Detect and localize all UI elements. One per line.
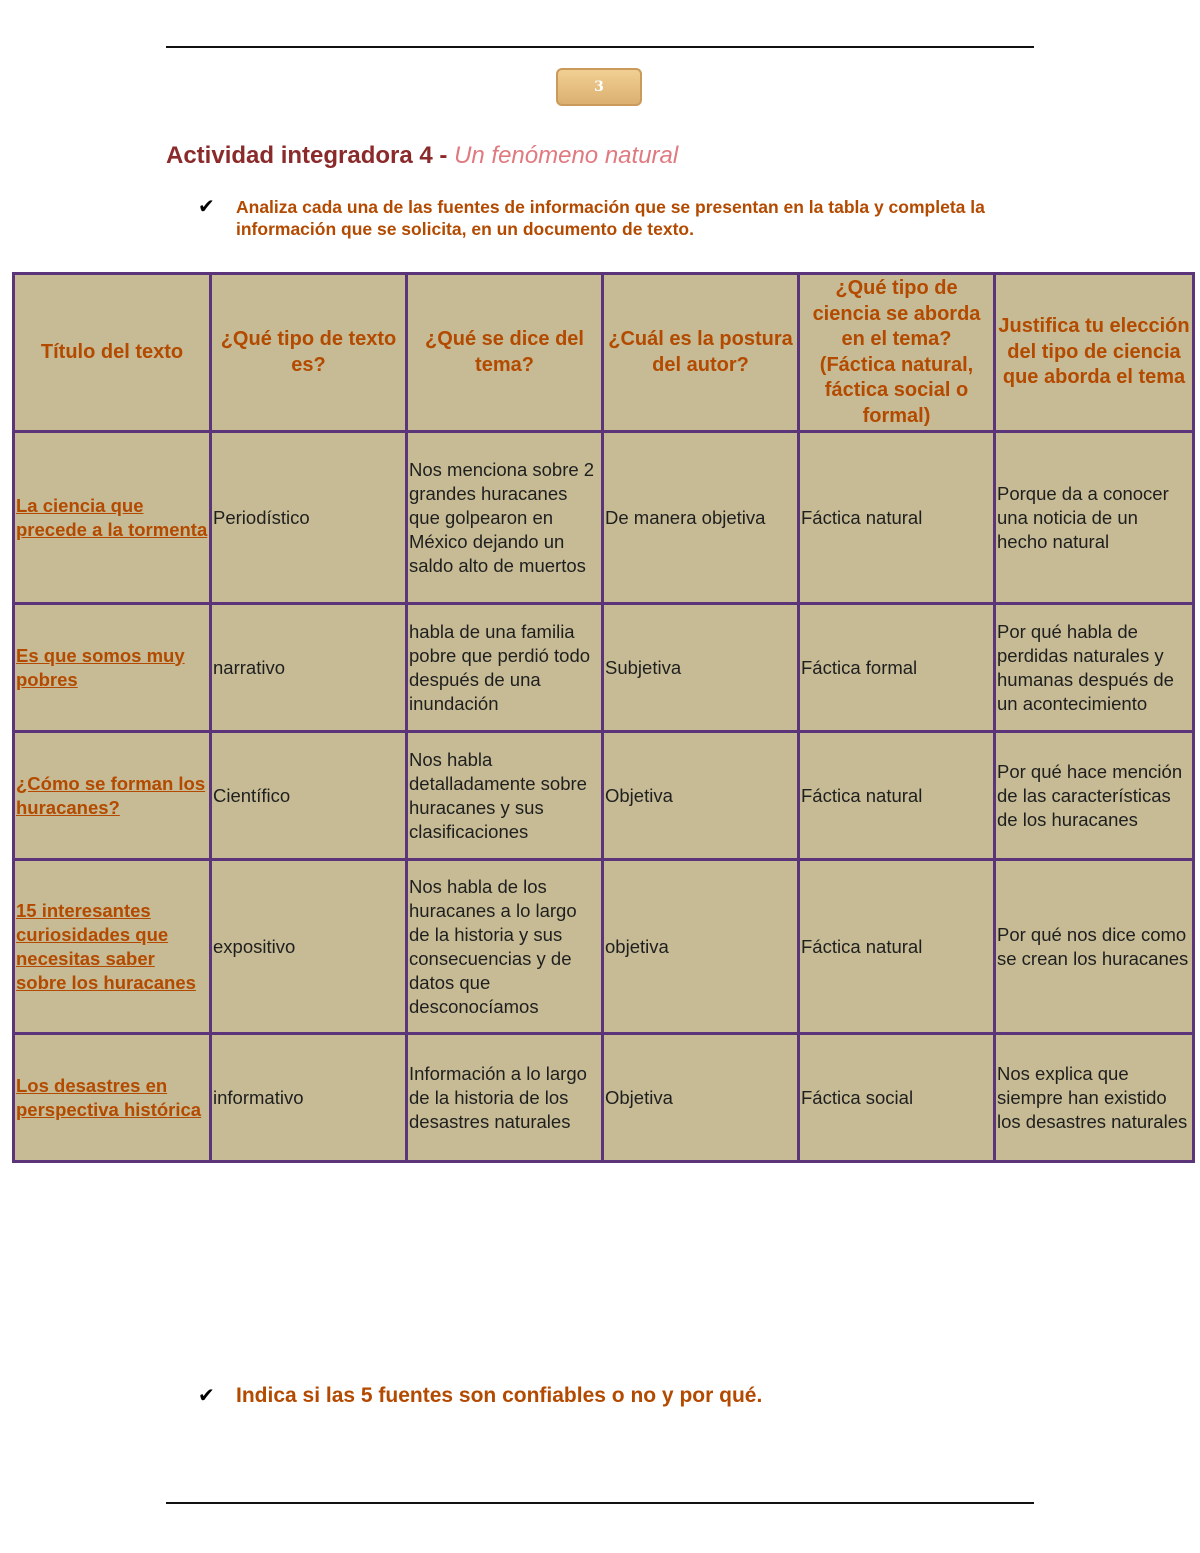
stance-cell: objetiva (603, 860, 799, 1034)
text-type-cell: narrativo (211, 604, 407, 732)
table-header-row (14, 274, 1194, 432)
table-row (14, 732, 1194, 860)
topic-cell: Nos habla de los huracanes a lo largo de la historia y sus consecuencias y de datos que desconocíamos (407, 860, 603, 1034)
title-main: Actividad integradora 4 (166, 142, 433, 169)
top-rule (166, 46, 1034, 48)
topic-cell: Nos habla detalladamente sobre huracanes y sus clasificaciones (407, 732, 603, 860)
instruction-text: Indica si las 5 fuentes son confiables o no y por qué. (236, 1384, 763, 1407)
table-row (14, 432, 1194, 604)
header-topic: ¿Qué se dice del tema? (407, 274, 603, 432)
text-type-cell: Periodístico (211, 432, 407, 604)
science-cell: Fáctica social (799, 1034, 995, 1162)
source-link[interactable]: Los desastres en perspectiva histórica (16, 1074, 202, 1120)
title-separator: - (432, 142, 455, 169)
stance-cell: De manera objetiva (603, 432, 799, 604)
source-title-cell (14, 860, 211, 1034)
table-row (14, 604, 1194, 732)
instruction-text: Analiza cada una de las fuentes de información que se presentan en la tabla y completa la información que se solicita, en un documento de texto. (236, 197, 985, 239)
header-title: Título del texto (14, 274, 211, 432)
instruction-reliability (198, 1382, 762, 1410)
header-text-type: ¿Qué tipo de texto es? (211, 274, 407, 432)
justification-cell: Por qué nos dice como se crean los huracanes (995, 860, 1194, 1034)
justification-cell: Porque da a conocer una noticia de un hecho natural (995, 432, 1194, 604)
stance-cell: Subjetiva (603, 604, 799, 732)
page-title (166, 140, 678, 172)
stance-cell: Objetiva (603, 1034, 799, 1162)
instruction-analyze (198, 196, 996, 240)
stance-cell: Objetiva (603, 732, 799, 860)
science-cell: Fáctica natural (799, 860, 995, 1034)
topic-cell: Nos menciona sobre 2 grandes huracanes que golpearon en México dejando un saldo alto de muertos (407, 432, 603, 604)
justification-cell: Por qué habla de perdidas naturales y humanas después de un acontecimiento (995, 604, 1194, 732)
source-link[interactable]: Es que somos muy pobres (16, 644, 185, 690)
sources-table (12, 272, 1195, 1163)
source-title-cell (14, 732, 211, 860)
bottom-rule (166, 1502, 1034, 1504)
justification-cell: Nos explica que siempre han existido los desastres naturales (995, 1034, 1194, 1162)
source-link[interactable]: 15 interesantes curiosidades que necesitas saber sobre los huracanes (16, 899, 196, 993)
topic-cell: Información a lo largo de la historia de los desastres naturales (407, 1034, 603, 1162)
topic-cell: habla de una familia pobre que perdió todo después de una inundación (407, 604, 603, 732)
text-type-cell: expositivo (211, 860, 407, 1034)
source-title-cell (14, 604, 211, 732)
source-title-cell (14, 1034, 211, 1162)
text-type-cell: informativo (211, 1034, 407, 1162)
table-row (14, 860, 1194, 1034)
source-title-cell (14, 432, 211, 604)
header-justification: Justifica tu elección del tipo de ciencia que aborda el tema (995, 274, 1194, 432)
checkmark-icon: ✔ (198, 196, 215, 218)
source-link[interactable]: La ciencia que precede a la tormenta (16, 494, 208, 540)
header-author-stance: ¿Cuál es la postura del autor? (603, 274, 799, 432)
justification-cell: Por qué hace mención de las características de los huracanes (995, 732, 1194, 860)
title-subtitle: Un fenómeno natural (454, 142, 679, 169)
source-link[interactable]: ¿Cómo se forman los huracanes? (16, 772, 206, 818)
science-cell: Fáctica formal (799, 604, 995, 732)
text-type-cell: Científico (211, 732, 407, 860)
page-number-badge: 3 (556, 68, 642, 106)
checkmark-icon: ✔ (198, 1385, 215, 1407)
header-science-type: ¿Qué tipo de ciencia se aborda en el tema? (Fáctica natural, fáctica social o formal) (799, 274, 995, 432)
science-cell: Fáctica natural (799, 732, 995, 860)
science-cell: Fáctica natural (799, 432, 995, 604)
table-row (14, 1034, 1194, 1162)
